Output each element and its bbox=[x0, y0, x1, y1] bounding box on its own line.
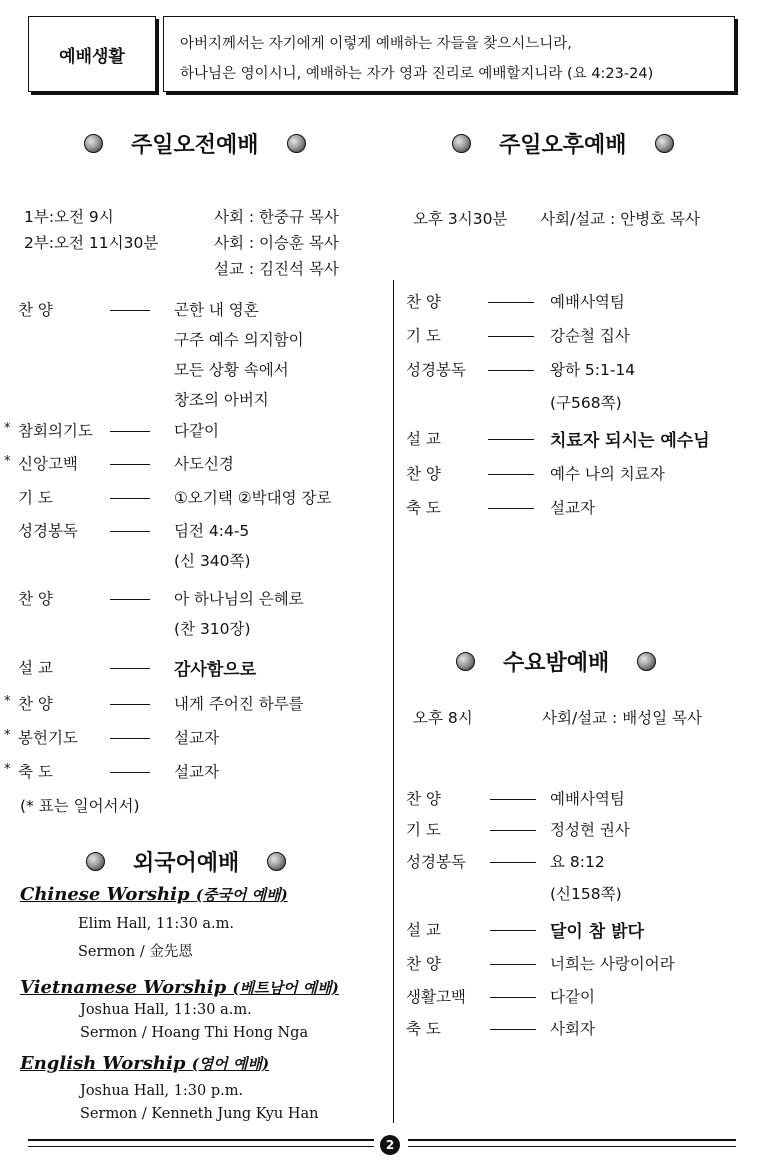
program-value-continued: 창조의 아버지 bbox=[174, 391, 269, 409]
verse-line-1: 아버지께서는 자기에게 이렇게 예배하는 자들을 찾으시느니라, bbox=[180, 36, 572, 52]
program-label: 찬 양 bbox=[18, 695, 53, 713]
leader-dash bbox=[110, 738, 150, 739]
leader-dash bbox=[110, 310, 150, 311]
program-value: 아 하나님의 은혜로 bbox=[174, 590, 304, 608]
standing-note: (* 표는 일어서서) bbox=[20, 797, 140, 815]
program-label: 찬 양 bbox=[18, 590, 53, 608]
program-value: 사회자 bbox=[550, 1020, 595, 1038]
program-value: 정성현 권사 bbox=[550, 821, 630, 839]
afternoon-title bbox=[452, 128, 674, 159]
bullet-ball-icon bbox=[86, 852, 105, 871]
english-worship-title: English Worship (영어 예배) bbox=[20, 1053, 270, 1074]
vietnamese-worship-title: Vietnamese Worship (베트남어 예배) bbox=[20, 977, 339, 998]
leader-dash bbox=[488, 474, 534, 475]
program-value-continued: 구주 예수 의지함이 bbox=[174, 331, 304, 349]
program-label: 찬 양 bbox=[406, 293, 441, 311]
morning-leader-1: 사회 : 한중규 목사 bbox=[214, 208, 339, 226]
footer-rule-left-thin bbox=[28, 1146, 374, 1147]
bullet-ball-icon bbox=[84, 134, 103, 153]
leader-dash bbox=[490, 997, 536, 998]
leader-dash bbox=[490, 930, 536, 931]
program-label: 기 도 bbox=[406, 821, 441, 839]
morning-service-2: 2부:오전 11시30분 bbox=[24, 234, 159, 252]
leader-dash bbox=[110, 772, 150, 773]
program-value: 다같이 bbox=[550, 988, 595, 1006]
program-value: 달이 참 밝다 bbox=[550, 922, 644, 942]
wednesday-title-text: 수요밤예배 bbox=[503, 651, 610, 676]
leader-dash bbox=[490, 964, 536, 965]
program-value: ①오기택 ②박대영 장로 bbox=[174, 489, 332, 507]
morning-preacher: 설교 : 김진석 목사 bbox=[214, 260, 339, 278]
bullet-ball-icon bbox=[452, 134, 471, 153]
page-number: 2 bbox=[380, 1135, 400, 1155]
program-value: 왕하 5:1-14 bbox=[550, 361, 636, 379]
english-worship-sermon: Sermon / Kenneth Jung Kyu Han bbox=[80, 1106, 319, 1122]
program-label: 찬 양 bbox=[406, 790, 441, 808]
leader-dash bbox=[110, 599, 150, 600]
standing-mark: * bbox=[4, 421, 11, 436]
program-label: 찬 양 bbox=[406, 465, 441, 483]
afternoon-time: 오후 3시30분 bbox=[413, 210, 508, 228]
program-value: 설교자 bbox=[550, 499, 595, 517]
leader-dash bbox=[110, 431, 150, 432]
bullet-ball-icon bbox=[456, 652, 475, 671]
afternoon-title-text: 주일오후예배 bbox=[499, 133, 627, 158]
morning-title-text: 주일오전예배 bbox=[131, 133, 259, 158]
english-worship-place: Joshua Hall, 1:30 p.m. bbox=[80, 1083, 244, 1099]
program-value: 감사함으로 bbox=[174, 660, 257, 680]
leader-dash bbox=[490, 830, 536, 831]
leader-dash bbox=[110, 464, 150, 465]
bullet-ball-icon bbox=[267, 852, 286, 871]
program-value-continued: 모든 상황 속에서 bbox=[174, 361, 289, 379]
program-label: 참회의기도 bbox=[18, 422, 93, 440]
program-value: 내게 주어진 하루를 bbox=[174, 695, 304, 713]
leader-dash bbox=[490, 1029, 536, 1030]
leader-dash bbox=[110, 704, 150, 705]
bullet-ball-icon bbox=[287, 134, 306, 153]
program-label: 설 교 bbox=[406, 430, 441, 448]
program-label: 성경봉독 bbox=[406, 853, 466, 871]
standing-mark: * bbox=[4, 454, 11, 469]
program-value: 예수 나의 치료자 bbox=[550, 465, 665, 483]
leader-dash bbox=[110, 531, 150, 532]
footer-rule-right-thin bbox=[408, 1146, 736, 1147]
column-divider bbox=[393, 280, 394, 1123]
foreign-title-text: 외국어예배 bbox=[133, 851, 240, 876]
morning-title bbox=[84, 128, 306, 159]
header-label-box bbox=[28, 16, 156, 92]
program-value-continued: (신158쪽) bbox=[550, 885, 622, 903]
program-label: 기 도 bbox=[406, 327, 441, 345]
program-label: 신앙고백 bbox=[18, 455, 78, 473]
standing-mark: * bbox=[4, 694, 11, 709]
program-label: 축 도 bbox=[406, 499, 441, 517]
leader-dash bbox=[490, 862, 536, 863]
morning-service-1: 1부:오전 9시 bbox=[24, 208, 114, 226]
program-label: 찬 양 bbox=[406, 955, 441, 973]
vietnamese-worship-sermon: Sermon / Hoang Thi Hong Nga bbox=[80, 1025, 309, 1041]
program-value-continued: (찬 310장) bbox=[174, 620, 251, 638]
program-label: 축 도 bbox=[406, 1020, 441, 1038]
program-label: 설 교 bbox=[406, 921, 441, 939]
chinese-worship-place: Elim Hall, 11:30 a.m. bbox=[78, 916, 235, 932]
chinese-worship-title: Chinese Worship (중국어 예배) bbox=[20, 884, 288, 905]
program-label: 생활고백 bbox=[406, 988, 466, 1006]
leader-dash bbox=[490, 799, 536, 800]
program-value: 치료자 되시는 예수님 bbox=[550, 431, 710, 451]
program-value: 설교자 bbox=[174, 763, 219, 781]
program-value: 너희는 사랑이어라 bbox=[550, 955, 675, 973]
footer-rule-left bbox=[28, 1139, 374, 1141]
leader-dash bbox=[110, 668, 150, 669]
vietnamese-worship-place: Joshua Hall, 11:30 a.m. bbox=[80, 1002, 252, 1018]
program-value: 예배사역팀 bbox=[550, 293, 625, 311]
footer-rule-right bbox=[408, 1139, 736, 1141]
leader-dash bbox=[488, 439, 534, 440]
program-label: 찬 양 bbox=[18, 301, 53, 319]
header-verse-box bbox=[163, 16, 735, 92]
program-value: 사도신경 bbox=[174, 455, 234, 473]
wednesday-leader: 사회/설교 : 배성일 목사 bbox=[542, 709, 702, 727]
program-label: 축 도 bbox=[18, 763, 53, 781]
morning-leader-2: 사회 : 이승훈 목사 bbox=[214, 234, 339, 252]
afternoon-leader: 사회/설교 : 안병호 목사 bbox=[540, 210, 700, 228]
program-value: 곤한 내 영혼 bbox=[174, 301, 259, 319]
chinese-worship-sermon: Sermon / 金先恩 bbox=[78, 944, 193, 960]
program-value: 딤전 4:4-5 bbox=[174, 522, 250, 540]
program-label: 설 교 bbox=[18, 659, 53, 677]
standing-mark: * bbox=[4, 728, 11, 743]
program-value: 강순철 집사 bbox=[550, 327, 630, 345]
leader-dash bbox=[488, 336, 534, 337]
wednesday-time: 오후 8시 bbox=[413, 709, 473, 727]
program-value: 요 8:12 bbox=[550, 853, 605, 871]
header-label: 예배생활 bbox=[59, 46, 125, 67]
leader-dash bbox=[488, 508, 534, 509]
program-label: 봉헌기도 bbox=[18, 729, 78, 747]
program-label: 성경봉독 bbox=[406, 361, 466, 379]
bullet-ball-icon bbox=[637, 652, 656, 671]
program-value: 다같이 bbox=[174, 422, 219, 440]
program-value: 설교자 bbox=[174, 729, 219, 747]
wednesday-title bbox=[456, 646, 656, 677]
bullet-ball-icon bbox=[655, 134, 674, 153]
leader-dash bbox=[488, 302, 534, 303]
program-label: 성경봉독 bbox=[18, 522, 78, 540]
verse-line-2: 하나님은 영이시니, 예배하는 자가 영과 진리로 예배할지니라 (요 4:23-24) bbox=[180, 66, 654, 82]
leader-dash bbox=[488, 370, 534, 371]
foreign-title bbox=[86, 846, 286, 877]
leader-dash bbox=[110, 498, 150, 499]
standing-mark: * bbox=[4, 762, 11, 777]
program-value-continued: (구568쪽) bbox=[550, 394, 622, 412]
program-value-continued: (신 340쪽) bbox=[174, 552, 251, 570]
program-label: 기 도 bbox=[18, 489, 53, 507]
program-value: 예배사역팀 bbox=[550, 790, 625, 808]
